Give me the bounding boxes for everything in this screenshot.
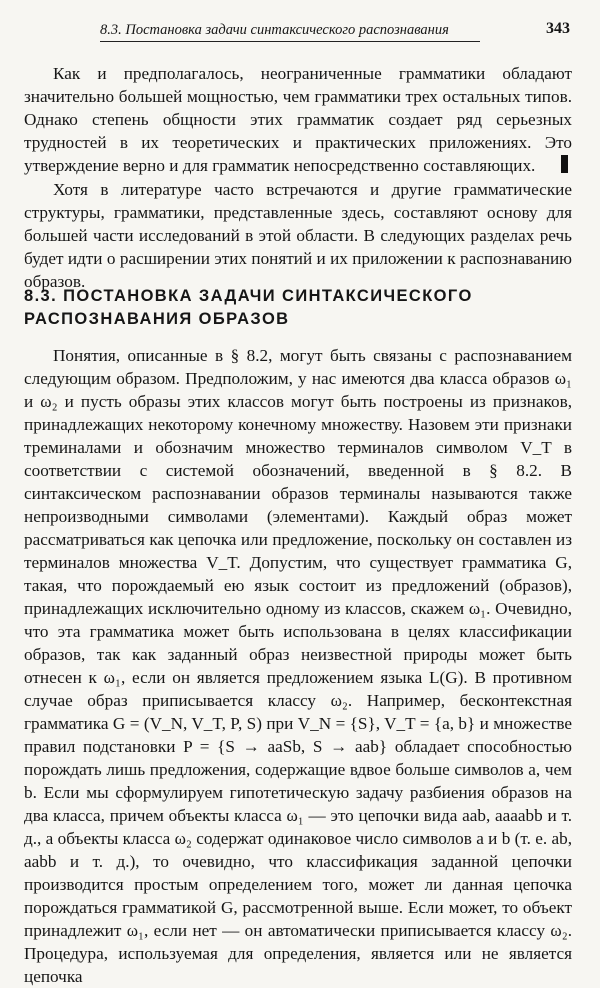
paragraph-2: Хотя в литературе часто встречаются и другие грамматические структуры, грамматики, представленные здесь, составляют основу для большей части исследований в этой области. В следующих разделах речь будет идти о расширении этих понятий и их приложении к распознаванию образов. <box>24 180 572 291</box>
section-heading <box>24 285 572 331</box>
paragraph-1: Как и предполагалось, неограниченные грамматики обладают значительно большей мощностью, чем грамматики трех остальных типов. Однако степень общности этих грамматик создает ряд серьезных трудностей в их теоретических и практических приложениях. Это утверждение верно и для грамматик непосредственно составляющих. <box>24 64 572 175</box>
running-title: 8.3. Постановка задачи синтаксического распознавания <box>100 22 480 42</box>
section-heading-line-1: 8.3. ПОСТАНОВКА ЗАДАЧИ СИНТАКСИЧЕСКОГО <box>24 287 473 305</box>
page-number: 343 <box>546 20 570 37</box>
end-of-proof-mark <box>561 155 568 173</box>
paragraph-3: Понятия, описанные в § 8.2, могут быть связаны с распознаванием следующим образом. Предположим, у нас имеются два класса образов ω₁ и ω₂ и пусть образы этих классов могут быть построены из признаков, принадлежащих некоторому конечному множеству. Назовем эти признаки треминалами и обозначим множество терминалов символом V_T в соответствии с системой обозначений, введенной в § 8.2. В синтаксическом распознавании образов терминалы называются также непроизводными символами (элементами). Каждый образ может рассматриваться как цепочка или предложение, поскольку он составлен из терминалов множества V_T. Допустим, что существует грамматика G, такая, что порождаемый ею язык состоит из предложений (образов), принадлежащих исключительно одному из классов, скажем ω₁. Очевидно, что эта грамматика может быть использована в целях классификации образов, так как заданный образ неизвестной природы может быть отнесен к ω₁, если он является предложением языка L(G). В противном случае образ приписывается классу ω₂. Например, бесконтекстная грамматика G = (V_N, V_T, P, S) при V_N = {S}, V_T = {a, b} и множестве правил подстановки P = {S → aaSb, S → aab} обладает способностью порождать лишь предложения, содержащие вдвое больше символов a, чем b. Если мы сформулируем гипотетическую задачу разбиения образов на два класса, причем объекты класса ω₁ — это цепочки вида aab, aaaabb и т. д., а объекты класса ω₂ содержат одинаковое число символов a и b (т. е. ab, aabb и т. д.), то очевидно, что классификация заданной цепочки производится простым определением того, может ли данная цепочка порождаться грамматикой G, рассмотренной выше. Если может, то объект принадлежит ω₁, если нет — он автоматически приписывается классу ω₂. Процедура, используемая для определения, является или не является цепочка <box>24 346 572 986</box>
section-heading-line-2: РАСПОЗНАВАНИЯ ОБРАЗОВ <box>24 310 290 328</box>
